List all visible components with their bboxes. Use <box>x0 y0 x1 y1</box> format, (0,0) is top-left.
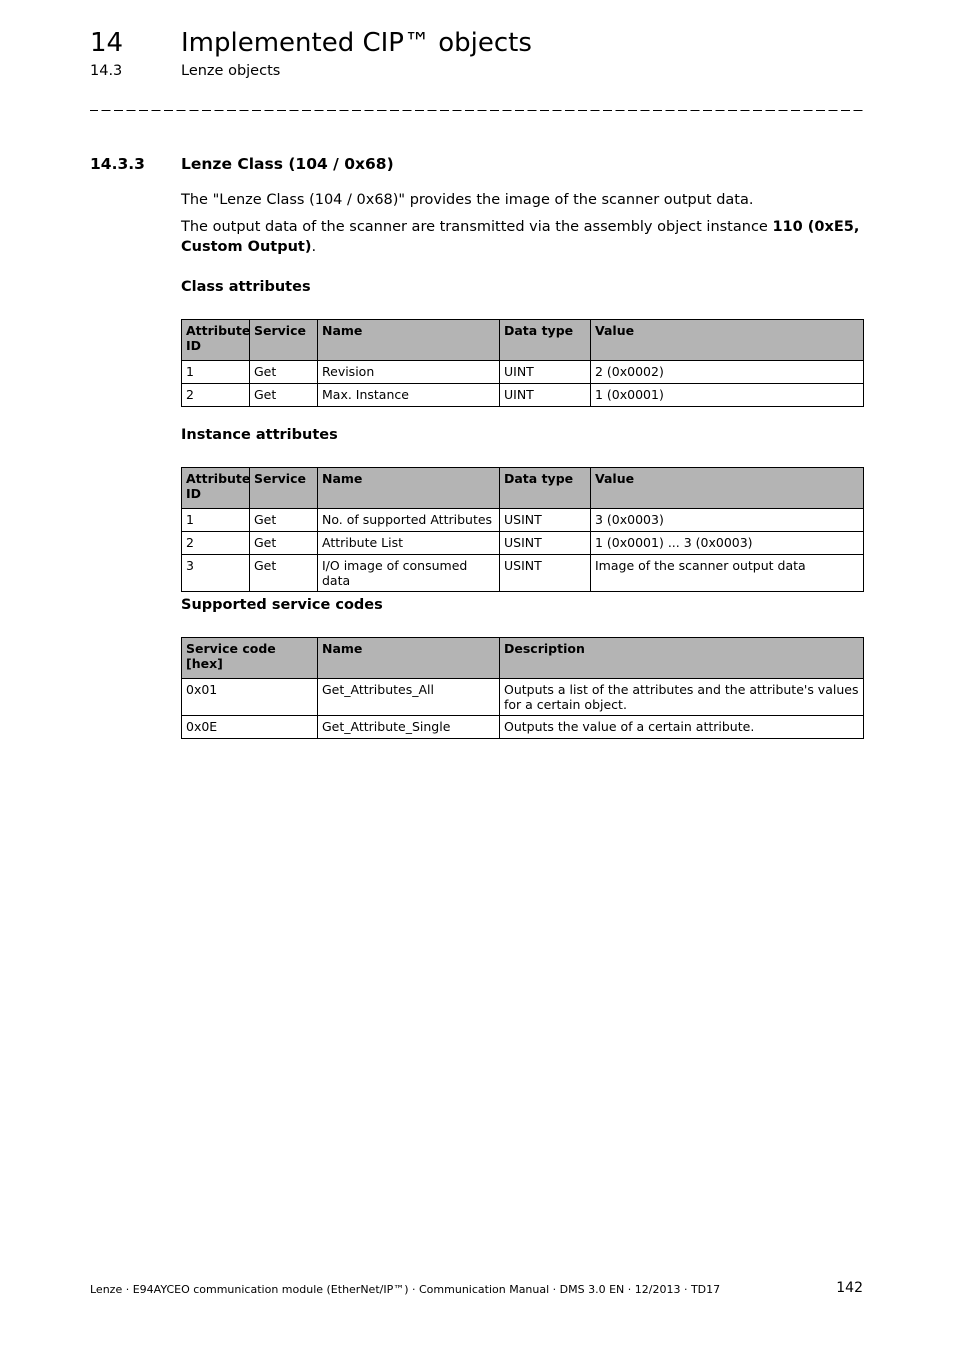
table-cell: Max. Instance <box>318 384 500 407</box>
subsection-number: 14.3.3 <box>90 155 145 173</box>
table-cell: 1 (0x0001) ... 3 (0x0003) <box>591 532 864 555</box>
table-cell: 0x01 <box>182 679 318 716</box>
chapter-title: Implemented CIP™ objects <box>181 28 532 58</box>
table-cell: No. of supported Attributes <box>318 509 500 532</box>
table-cell: 1 <box>182 361 250 384</box>
service-codes-heading: Supported service codes <box>181 597 383 613</box>
subsection-title: Lenze Class (104 / 0x68) <box>181 155 394 173</box>
column-header: Service <box>250 320 318 361</box>
table-row <box>182 384 864 407</box>
table-cell: 2 <box>182 384 250 407</box>
column-header: Service <box>250 468 318 509</box>
output-paragraph <box>181 217 863 257</box>
assembly-instance-ref: 110 (0xE5, Custom Output) <box>181 219 860 255</box>
section-number: 14.3 <box>90 63 123 79</box>
table-cell: Get <box>250 532 318 555</box>
table-cell: UINT <box>500 361 591 384</box>
table-cell: 1 (0x0001) <box>591 384 864 407</box>
table-cell: 1 <box>182 509 250 532</box>
table-row <box>182 679 864 716</box>
table-cell: Get_Attributes_All <box>318 679 500 716</box>
table-row <box>182 509 864 532</box>
table-cell: USINT <box>500 509 591 532</box>
table-cell: Get_Attribute_Single <box>318 716 500 739</box>
class-attributes-table <box>181 319 864 407</box>
table-cell: Get <box>250 555 318 592</box>
table-cell: UINT <box>500 384 591 407</box>
header-divider <box>90 110 863 111</box>
page-number: 142 <box>836 1280 863 1296</box>
column-header: Service code [hex] <box>182 638 318 679</box>
table-cell: I/O image of consumed data <box>318 555 500 592</box>
table-cell: 0x0E <box>182 716 318 739</box>
chapter-number: 14 <box>90 28 124 58</box>
table-row <box>182 555 864 592</box>
table-cell: 3 (0x0003) <box>591 509 864 532</box>
table-cell: 2 (0x0002) <box>591 361 864 384</box>
table-cell: Get <box>250 361 318 384</box>
table-cell: USINT <box>500 532 591 555</box>
footer-text: Lenze · E94AYCEO communication module (EtherNet/IP™) · Communication Manual · DMS 3.0 EN · 12/2013 · TD17 <box>90 1283 721 1296</box>
table-cell: Attribute List <box>318 532 500 555</box>
column-header: Value <box>591 468 864 509</box>
section-title: Lenze objects <box>181 63 281 79</box>
table-cell: 2 <box>182 532 250 555</box>
instance-attributes-table <box>181 467 864 592</box>
service-codes-table <box>181 637 864 739</box>
table-row <box>182 532 864 555</box>
column-header: Data type <box>500 320 591 361</box>
table-header-row <box>182 468 864 509</box>
instance-attributes-heading: Instance attributes <box>181 427 338 443</box>
table-row <box>182 361 864 384</box>
class-attributes-heading: Class attributes <box>181 279 311 295</box>
table-cell: Revision <box>318 361 500 384</box>
column-header: Name <box>318 320 500 361</box>
output-paragraph-end: . <box>311 239 317 255</box>
output-paragraph-text: The output data of the scanner are transmitted via the assembly object instance <box>181 219 773 235</box>
table-row <box>182 716 864 739</box>
column-header: Value <box>591 320 864 361</box>
table-cell: USINT <box>500 555 591 592</box>
table-header-row <box>182 638 864 679</box>
column-header: Name <box>318 468 500 509</box>
column-header: Description <box>500 638 864 679</box>
table-cell: Get <box>250 509 318 532</box>
table-cell: 3 <box>182 555 250 592</box>
table-cell: Outputs a list of the attributes and the attribute's values for a certain object. <box>500 679 864 716</box>
column-header: Attribute ID <box>182 468 250 509</box>
table-cell: Image of the scanner output data <box>591 555 864 592</box>
table-cell: Get <box>250 384 318 407</box>
intro-paragraph: The "Lenze Class (104 / 0x68)" provides the image of the scanner output data. <box>181 192 754 208</box>
table-header-row <box>182 320 864 361</box>
table-cell: Outputs the value of a certain attribute. <box>500 716 864 739</box>
column-header: Data type <box>500 468 591 509</box>
column-header: Attribute ID <box>182 320 250 361</box>
column-header: Name <box>318 638 500 679</box>
